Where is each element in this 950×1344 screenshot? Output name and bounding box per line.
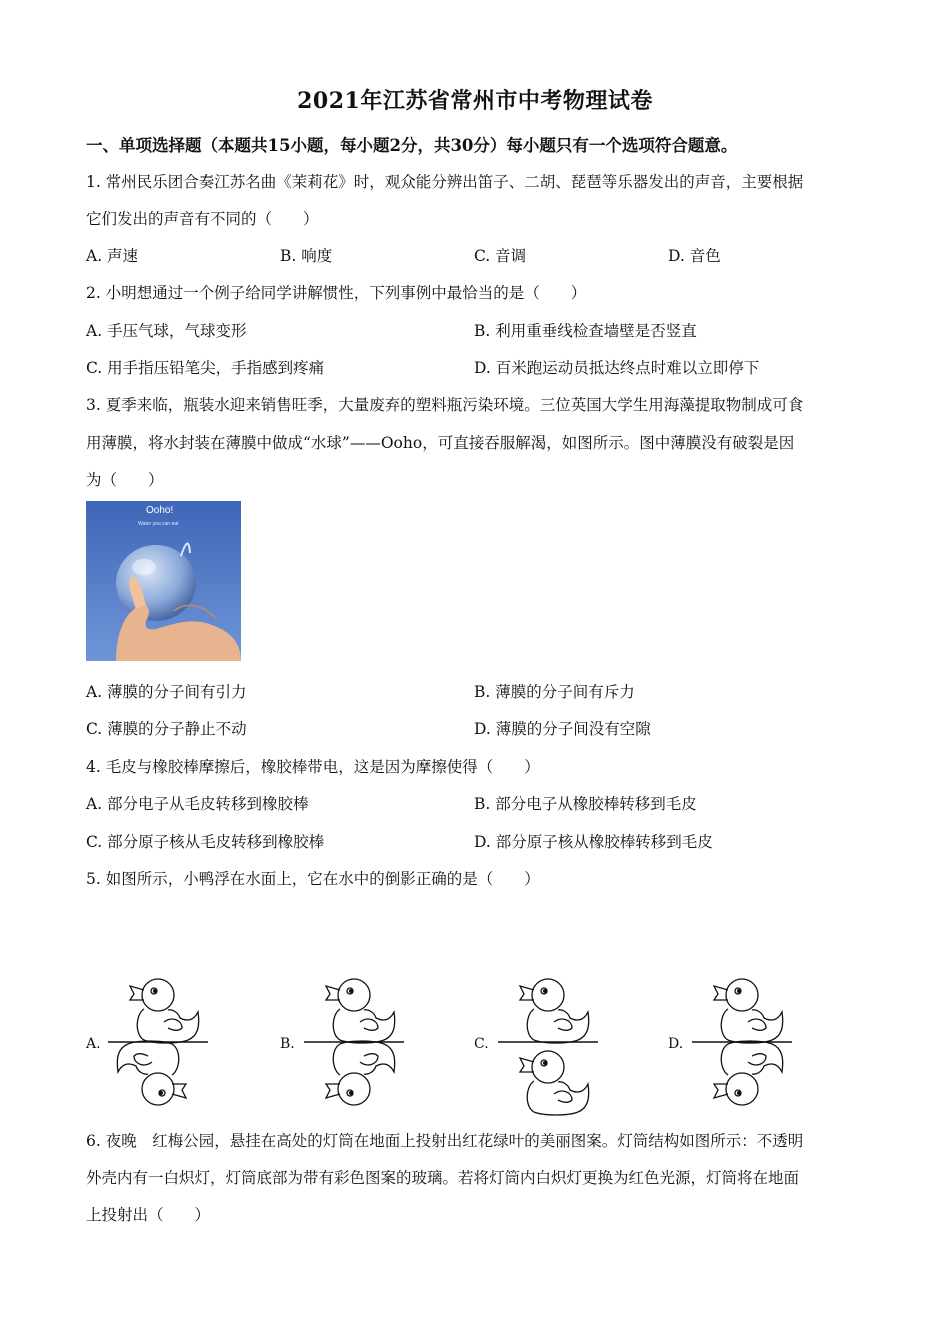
q3-line-3: 为（ ） [86,471,164,489]
q2-option-c: C. 用手指压铅笔尖，手指感到疼痛 [86,359,325,377]
q4-option-b: B. 部分电子从橡胶棒转移到毛皮 [474,795,697,813]
photo-subtitle: Water you can eat [138,521,179,527]
ooho-photo [86,501,241,661]
duck-figure-a [108,979,208,1105]
q5-line-1: 5. 如图所示，小鸭浮在水面上，它在水中的倒影正确的是（ ） [86,870,540,888]
q2-option-b: B. 利用重垂线检查墙壁是否竖直 [474,322,697,340]
q1-line-1: 1. 常州民乐团合奏江苏名曲《茉莉花》时，观众能分辨出笛子、二胡、琵琶等乐器发出的声音，主要根据 [86,173,804,191]
page-title: 2021年江苏省常州市中考物理试卷 [297,88,653,114]
q5-label-d: D. [668,1036,684,1052]
q2-option-a: A. 手压气球，气球变形 [86,322,247,340]
q3-option-b: B. 薄膜的分子间有斥力 [474,683,635,701]
q2-option-d: D. 百米跑运动员抵达终点时难以立即停下 [474,359,760,377]
duck-figure-c [498,979,598,1115]
duck-figure-d [692,979,792,1105]
q6-line-2: 外壳内有一白炽灯，灯筒底部为带有彩色图案的玻璃。若将灯筒内白炽灯更换为红色光源，灯筒将在地面 [86,1169,800,1187]
q1-option-a: A. 声速 [86,247,139,265]
q3-line-1: 3. 夏季来临，瓶装水迎来销售旺季，大量废弃的塑料瓶污染环境。三位英国大学生用海藻提取物制成可食 [86,396,804,414]
photo-title: Ooho! [146,505,174,516]
q4-option-c: C. 部分原子核从毛皮转移到橡胶棒 [86,833,325,851]
q5-label-c: C. [474,1036,489,1052]
q1-option-b: B. 响度 [280,247,333,265]
q3-option-c: C. 薄膜的分子静止不动 [86,720,247,738]
q1-line-2: 它们发出的声音有不同的（ ） [86,210,319,228]
q6-line-3: 上投射出（ ） [86,1206,211,1224]
q1-option-d: D. 音色 [668,247,721,265]
q6-line-1: 6. 夜晚 红梅公园，悬挂在高处的灯筒在地面上投射出红花绿叶的美丽图案。灯筒结构如图所示：不透明 [86,1132,804,1150]
section-heading: 一、单项选择题（本题共15小题，每小题2分，共30分）每小题只有一个选项符合题意。 [86,136,738,155]
q4-option-a: A. 部分电子从毛皮转移到橡胶棒 [86,795,309,813]
q5-label-a: A. [86,1036,101,1052]
q4-line-1: 4. 毛皮与橡胶棒摩擦后，橡胶棒带电，这是因为摩擦使得（ ） [86,758,540,776]
q3-option-d: D. 薄膜的分子间没有空隙 [474,720,651,738]
q2-line-1: 2. 小明想通过一个例子给同学讲解惯性，下列事例中最恰当的是（ ） [86,284,587,302]
q1-option-c: C. 音调 [474,247,527,265]
q3-line-2: 用薄膜，将水封装在薄膜中做成“水球”——Ooho，可直接吞服解渴，如图所示。图中薄膜没有破裂是因 [86,434,795,452]
q5-label-b: B. [280,1036,295,1052]
q3-option-a: A. 薄膜的分子间有引力 [86,683,247,701]
q4-option-d: D. 部分原子核从橡胶棒转移到毛皮 [474,833,713,851]
duck-figure-b [304,979,404,1105]
